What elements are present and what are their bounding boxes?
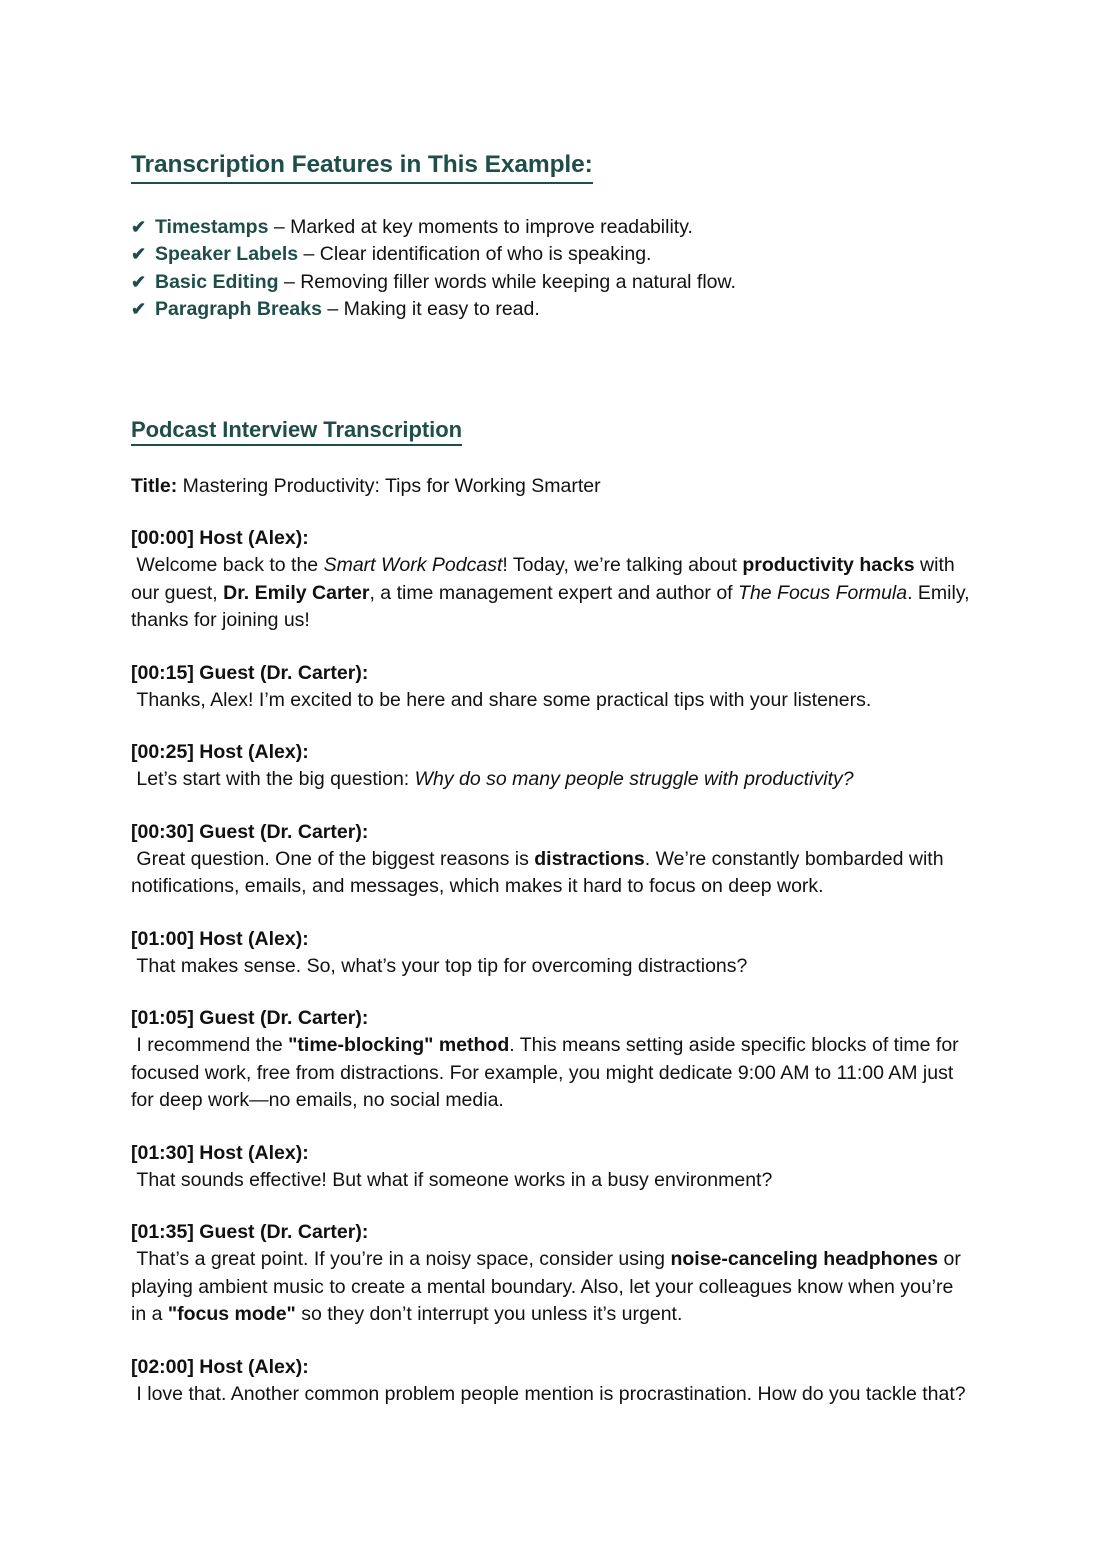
feature-description: – Removing filler words while keeping a natural flow. xyxy=(278,270,736,293)
transcript-entry xyxy=(131,738,971,794)
speaker-label: [00:30] Guest (Dr. Carter): xyxy=(131,820,369,843)
check-icon: ✔ xyxy=(131,244,147,265)
utterance-text: Let’s start with the big question: Why do so many people struggle with productivity? xyxy=(131,768,854,791)
speaker-label: [01:05] Guest (Dr. Carter): xyxy=(131,1007,369,1030)
utterance-text: Welcome back to the Smart Work Podcast! Today, we’re talking about productivity hacks with our guest, Dr. Emily Carter, a time management expert and author of The Focus Formula. Emily, thanks for joining us! xyxy=(131,554,975,632)
utterance-text: Thanks, Alex! I’m excited to be here and share some practical tips with your listeners. xyxy=(131,688,872,711)
speaker-label: [02:00] Host (Alex): xyxy=(131,1355,309,1378)
podcast-transcription-section xyxy=(131,416,975,1409)
title-label: Title: xyxy=(131,475,178,498)
check-icon: ✔ xyxy=(131,216,147,237)
speaker-label: [01:00] Host (Alex): xyxy=(131,927,309,950)
feature-description: – Making it easy to read. xyxy=(321,298,540,321)
utterance-text: That makes sense. So, what’s your top tip for overcoming distractions? xyxy=(131,954,748,977)
title-value: Mastering Productivity: Tips for Working Smarter xyxy=(177,475,601,498)
speaker-label: [01:30] Host (Alex): xyxy=(131,1141,309,1164)
transcription-heading: Podcast Interview Transcription xyxy=(131,416,462,447)
transcript-entry xyxy=(131,925,971,981)
features-heading: Transcription Features in This Example: xyxy=(131,150,593,184)
feature-description: – Clear identification of who is speaking. xyxy=(298,243,652,266)
check-icon: ✔ xyxy=(131,299,147,320)
feature-label: Basic Editing xyxy=(155,270,279,293)
list-item xyxy=(131,269,971,297)
utterance-text: That’s a great point. If you’re in a noisy space, consider using noise-canceling headphones or playing ambient music to create a mental boundary. Also, let your colleagues know when you’re in a "focus mode" so they don’t interrupt you unless it’s urgent. xyxy=(131,1248,967,1326)
speaker-label: [00:15] Guest (Dr. Carter): xyxy=(131,661,369,684)
episode-title-line xyxy=(131,472,971,500)
check-icon: ✔ xyxy=(131,271,147,292)
section-spacer xyxy=(131,324,971,416)
document-content xyxy=(131,150,975,1408)
transcript-entry xyxy=(131,1353,971,1409)
list-item xyxy=(131,214,971,242)
features-list xyxy=(131,214,971,324)
speaker-label: [00:25] Host (Alex): xyxy=(131,741,309,764)
list-item xyxy=(131,241,971,269)
feature-label: Timestamps xyxy=(155,215,269,238)
speaker-label: [01:35] Guest (Dr. Carter): xyxy=(131,1221,369,1244)
list-item xyxy=(131,296,971,324)
feature-description: – Marked at key moments to improve readability. xyxy=(268,215,693,238)
utterance-text: That sounds effective! But what if someone works in a busy environment? xyxy=(131,1168,773,1191)
utterance-text: I love that. Another common problem people mention is procrastination. How do you tackle that? xyxy=(131,1382,966,1405)
transcript-entry xyxy=(131,1218,971,1329)
transcription-features-section xyxy=(131,150,971,324)
utterance-text: Great question. One of the biggest reasons is distractions. We’re constantly bombarded with notifications, emails, and messages, which makes it hard to focus on deep work. xyxy=(131,847,949,898)
utterance-text: I recommend the "time-blocking" method. This means setting aside specific blocks of time for focused work, free from distractions. For example, you might dedicate 9:00 AM to 11:00 AM just for deep work—no emails, no social media. xyxy=(131,1034,965,1112)
feature-label: Paragraph Breaks xyxy=(155,298,322,321)
speaker-label: [00:00] Host (Alex): xyxy=(131,527,309,550)
transcript-entry xyxy=(131,659,971,715)
transcript-entry xyxy=(131,1139,971,1195)
transcript-entry xyxy=(131,818,971,901)
feature-label: Speaker Labels xyxy=(155,243,299,266)
transcript-entry xyxy=(131,524,975,635)
transcript-entry xyxy=(131,1004,971,1115)
